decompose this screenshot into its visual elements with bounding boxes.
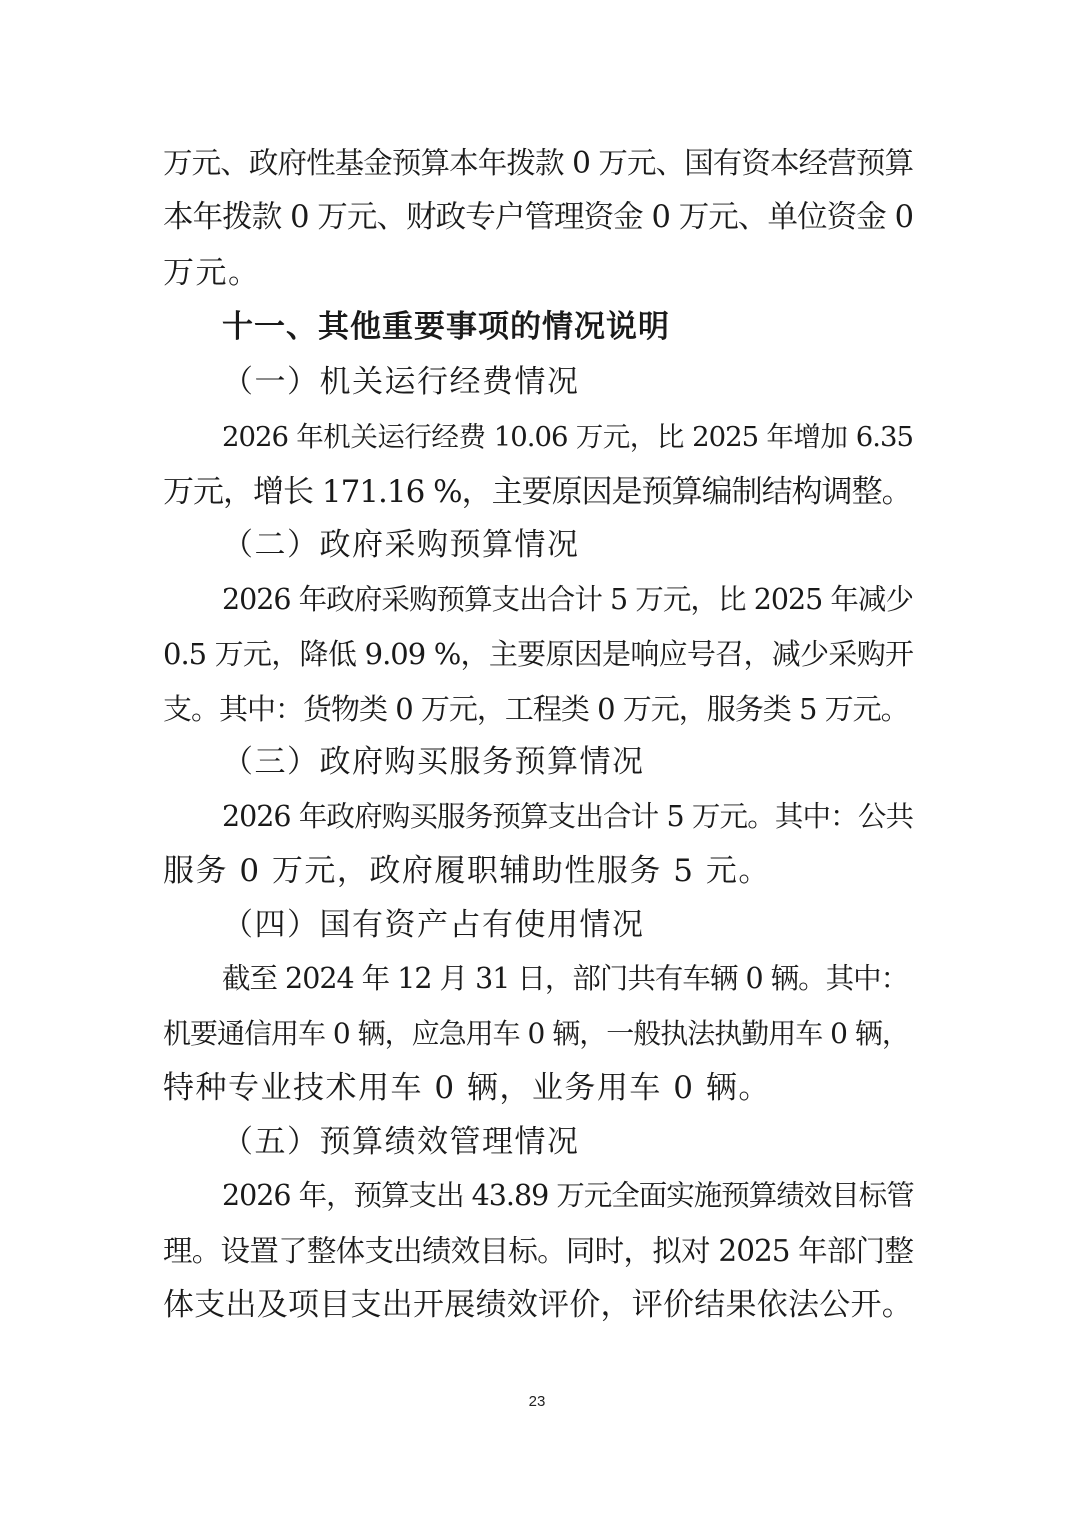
paragraph-line: 理。设置了整体支出绩效目标。同时，拟对 2025 年部门整 [163, 1234, 913, 1268]
subsection-heading-2: （二）政府采购预算情况 [222, 527, 580, 563]
paragraph-line: 服务 0 万元，政府履职辅助性服务 5 元。 [163, 853, 771, 889]
paragraph-line: 截至 2024 年 12 月 31 日，部门共有车辆 0 辆。其中： [222, 962, 909, 995]
section-title: 十一、其他重要事项的情况说明 [222, 309, 670, 345]
intro-line-3: 万元。 [163, 255, 261, 291]
paragraph-line: 体支出及项目支出开展绩效评价，评价结果依法公开。 [163, 1287, 913, 1323]
subsection-heading-5: （五）预算绩效管理情况 [222, 1124, 580, 1160]
paragraph-line: 机要通信用车 0 辆，应急用车 0 辆，一般执法执勤用车 0 辆， [163, 1017, 909, 1050]
paragraph-line: 0.5 万元，降低 9.09 %，主要原因是响应号召，减少采购开 [163, 637, 913, 671]
subsection-heading-4: （四）国有资产占有使用情况 [222, 907, 645, 943]
paragraph-line: 2026 年机关运行经费 10.06 万元，比 2025 年增加 6.35 [222, 421, 913, 453]
subsection-heading-1: （一）机关运行经费情况 [222, 364, 580, 400]
paragraph-line: 2026 年，预算支出 43.89 万元全面实施预算绩效目标管 [222, 1179, 914, 1212]
paragraph-line: 2026 年政府购买服务预算支出合计 5 万元。其中：公共 [222, 800, 913, 833]
subsection-heading-3: （三）政府购买服务预算情况 [222, 744, 645, 780]
page-number: 23 [528, 1393, 546, 1410]
paragraph-line: 万元，增长 171.16 %，主要原因是预算编制结构调整。 [163, 474, 912, 510]
intro-line-2: 本年拨款 0 万元、财政专户管理资金 0 万元、单位资金 0 [163, 200, 913, 235]
paragraph-line: 2026 年政府采购预算支出合计 5 万元，比 2025 年减少 [222, 583, 913, 616]
paragraph-line: 特种专业技术用车 0 辆，业务用车 0 辆。 [163, 1070, 771, 1106]
intro-line-1: 万元、政府性基金预算本年拨款 0 万元、国有资本经营预算 [163, 146, 913, 180]
paragraph-line: 支。其中：货物类 0 万元，工程类 0 万元，服务类 5 万元。 [163, 692, 909, 726]
